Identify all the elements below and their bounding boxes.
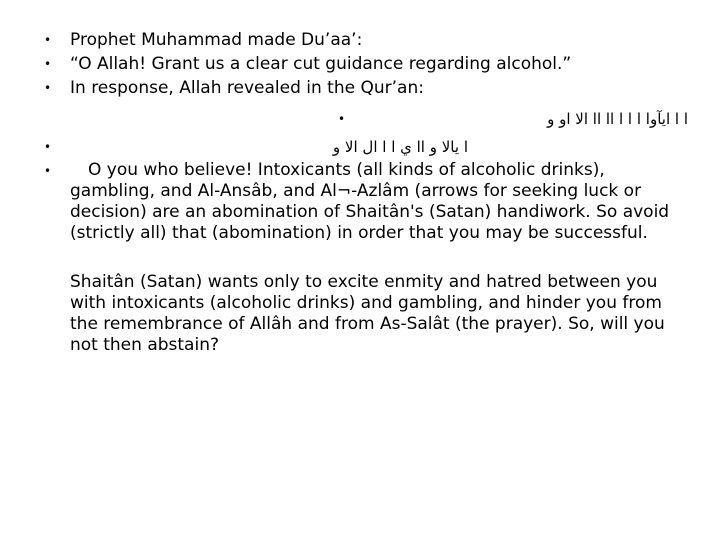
bullet-marker: • bbox=[338, 112, 346, 126]
bullet-text-revealed: In response, Allah revealed in the Qur’an: bbox=[70, 78, 424, 98]
bullet-marker: • bbox=[44, 164, 52, 178]
arabic-verse-line-1: ا ا ايآوا ا ا ا اا اا الا او و bbox=[547, 110, 688, 128]
bullet-text-dua: Prophet Muhammad made Du’aa’: bbox=[70, 30, 363, 50]
translation-paragraph-1: O you who believe! Intoxicants (all kinds of alcoholic drinks), gambling, and Al-Ansâb, and Al¬-Azlâm (arrows for seeking luck or decision) are an abomination of Shaitân's (Satan) handiwork. So avoid (strictly all) that (abomination) in order that you may be successful. bbox=[70, 160, 670, 243]
bullet-marker: • bbox=[44, 140, 52, 154]
bullet-marker: • bbox=[44, 33, 52, 47]
arabic-verse-line-2: ا يالا و اا ي ا ا ال الا و bbox=[332, 138, 468, 156]
translation-paragraph-2: Shaitân (Satan) wants only to excite enmity and hatred between you with intoxicants (alcoholic drinks) and gambling, and hinder you from the remembrance of Allâh and from As-Salât (the prayer). So, will you not then abstain? bbox=[70, 272, 665, 355]
bullet-marker: • bbox=[44, 81, 52, 95]
bullet-text-guidance: “O Allah! Grant us a clear cut guidance regarding alcohol.” bbox=[70, 54, 572, 74]
bullet-marker: • bbox=[44, 57, 52, 71]
